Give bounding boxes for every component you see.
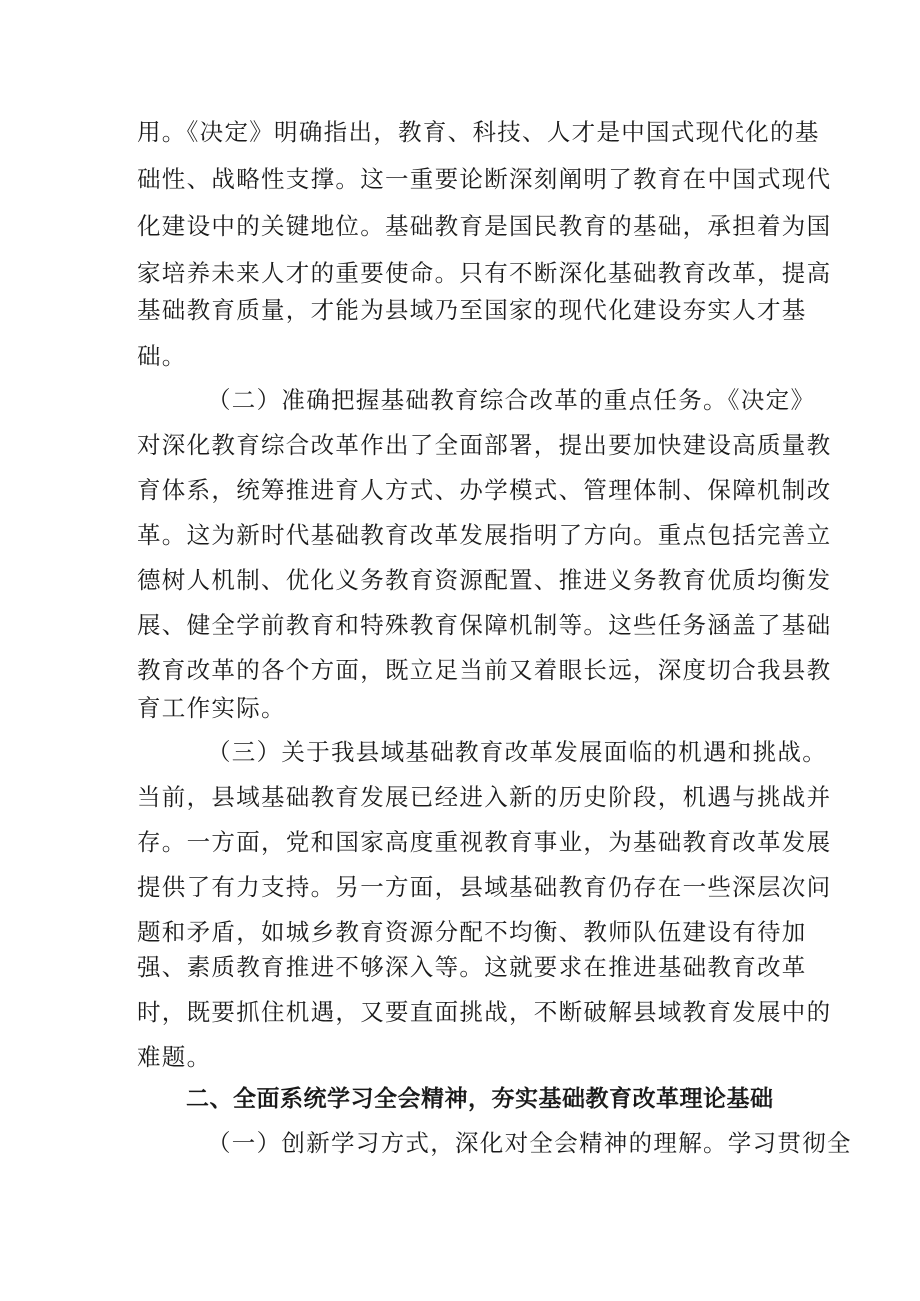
paragraph-line: 提供了有力支持。另一方面，县域基础教育仍存在一些深层次问 — [137, 873, 832, 901]
paragraph-line: 化建设中的关键地位。基础教育是国民教育的基础，承担着为国 — [137, 212, 832, 240]
paragraph-line: 教育改革的各个方面，既立足当前又着眼长远，深度切合我县教 — [137, 656, 832, 684]
paragraph-line: （二）准确把握基础教育综合改革的重点任务。《决定》 — [207, 386, 816, 414]
paragraph-line: 展、健全学前教育和特殊教育保障机制等。这些任务涵盖了基础 — [137, 611, 832, 639]
paragraph-line: 强、素质教育推进不够深入等。这就要求在推进基础教育改革 — [137, 953, 807, 981]
paragraph-line: 础性、战略性支撑。这一重要论断深刻阐明了教育在中国式现代 — [137, 165, 832, 193]
paragraph-line: （三）关于我县域基础教育改革发展面临的机遇和挑战。 — [207, 738, 827, 766]
paragraph-line: 育工作实际。 — [137, 694, 286, 722]
paragraph-line: 育体系，统筹推进育人方式、办学模式、管理体制、保障机制改 — [137, 476, 832, 504]
paragraph-line: 当前，县域基础教育发展已经进入新的历史阶段，机遇与挑战并 — [137, 783, 832, 811]
paragraph-line: 对深化教育综合改革作出了全面部署，提出要加快建设高质量教 — [137, 431, 832, 459]
paragraph-line: 题和矛盾，如城乡教育资源分配不均衡、教师队伍建设有待加 — [137, 918, 807, 946]
paragraph-line: 难题。 — [137, 1043, 212, 1071]
paragraph-line: 础。 — [137, 342, 187, 370]
paragraph-line: 存。一方面，党和国家高度重视教育事业，为基础教育改革发展 — [137, 828, 832, 856]
paragraph-line: 时，既要抓住机遇，又要直面挑战，不断破解县域教育发展中的 — [137, 998, 832, 1026]
paragraph-line: 用。《决定》明确指出，教育、科技、人才是中国式现代化的基 — [137, 118, 820, 146]
paragraph-line: 基础教育质量，才能为县域乃至国家的现代化建设夯实人才基 — [137, 296, 807, 324]
paragraph-line: 德树人机制、优化义务教育资源配置、推进义务教育优质均衡发 — [137, 566, 832, 594]
paragraph-line: 家培养未来人才的重要使命。只有不断深化基础教育改革，提高 — [137, 259, 832, 287]
paragraph-line: 革。这为新时代基础教育改革发展指明了方向。重点包括完善立 — [137, 521, 832, 549]
paragraph-line: （一）创新学习方式，深化对全会精神的理解。学习贯彻全 — [207, 1129, 852, 1157]
section-heading: 二、全面系统学习全会精神，夯实基础教育改革理论基础 — [186, 1086, 774, 1112]
